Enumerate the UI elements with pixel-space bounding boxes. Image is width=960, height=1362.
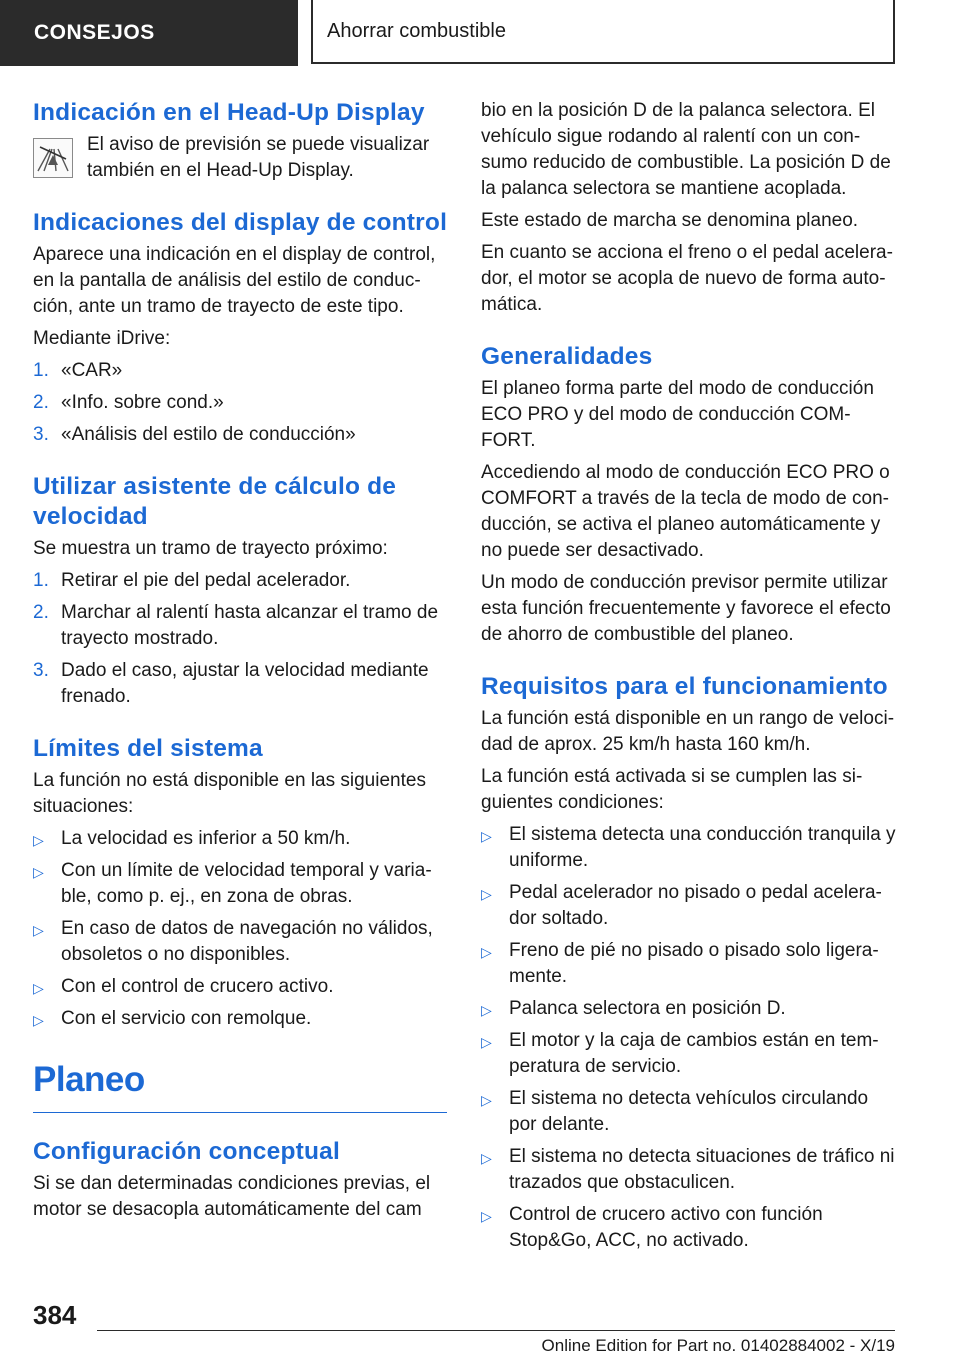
triangle-right-icon: ▷ — [33, 864, 44, 880]
hud-text: El aviso de previsión se puede visualizar también en el Head-Up Display. — [87, 134, 430, 181]
list-item: ▷ El sistema no detecta vehículos circulando por delante. — [481, 1088, 869, 1135]
general-heading: Generalidades — [481, 343, 653, 370]
list-item: 3. «Análisis del estilo de conducción» — [33, 424, 356, 445]
concept-text-cont-3: En cuanto se acciona el freno o el pedal acelerador, el motor se acopla de nuevo de forma automática. — [481, 242, 893, 315]
idrive-intro: Mediante iDrive: — [33, 328, 171, 349]
general-text-3: Un modo de conducción previsor permite utilizar esta función frecuentemente y favorece el efecto de ahorro de combustible del planeo. — [481, 572, 891, 645]
page-header — [0, 0, 960, 66]
idrive-steps — [33, 358, 448, 448]
list-item: ▷ Control de crucero activo con función Stop&Go, ACC, no activado. — [481, 1204, 823, 1251]
requirements-heading: Requisitos para el funcionamiento — [481, 673, 888, 700]
planeo-heading: Planeo — [33, 1060, 145, 1099]
requirements-text-1: La función está disponible en un rango de velocidad de aprox. 25 km/h hasta 160 km/h. — [481, 708, 895, 755]
list-item: ▷ El motor y la caja de cambios están en temperatura de servicio. — [481, 1030, 879, 1077]
page-number: 384 — [33, 1300, 77, 1330]
list-item: ▷ Pedal acelerador no pisado o pedal acelerador soltado. — [481, 882, 882, 929]
section-tab: CONSEJOS — [0, 0, 298, 66]
concept-text-cont-1: bio en la posición D de la palanca selectora. El vehículo sigue rodando al ralentí con un consumo reducido de combustible. La posición D de la palanca selectora se mantiene acoplada. — [481, 100, 891, 199]
hud-section — [33, 98, 448, 184]
list-item: ▷ Con un límite de velocidad temporal y variable, como p. ej., en zona de obras. — [33, 860, 432, 907]
triangle-right-icon: ▷ — [481, 1002, 492, 1018]
hud-note — [33, 132, 448, 184]
requirements-section — [481, 672, 897, 1254]
concept-section — [33, 1137, 448, 1223]
general-text-2: Accediendo al modo de conducción ECO PRO o COMFORT a través de la tecla de modo de conducción, se activa el planeo automáticamente y no puede ser desactivado. — [481, 462, 890, 561]
triangle-right-icon: ▷ — [33, 832, 44, 848]
list-item: 1. «CAR» — [33, 360, 123, 381]
list-item: 3. Dado el caso, ajustar la velocidad mediante frenado. — [33, 660, 429, 707]
concept-text: Si se dan determinadas condiciones previas, el motor se desacopla automáticamente del cam — [33, 1173, 431, 1220]
requirements-list — [481, 822, 897, 1254]
edition-note: Online Edition for Part no. 01402884002 - X/19 — [541, 1336, 895, 1355]
list-item: 2. «Info. sobre cond.» — [33, 392, 224, 413]
control-display-text: Aparece una indicación en el display de control, en la pantalla de análisis del estilo de conducción, ante un tramo de trayecto de este tipo. — [33, 244, 436, 317]
concept-heading: Configuración conceptual — [33, 1138, 340, 1165]
limits-section — [33, 734, 448, 1032]
requirements-text-2: La función está activada si se cumplen las siguientes condiciones: — [481, 766, 863, 813]
triangle-right-icon: ▷ — [33, 980, 44, 996]
list-item: ▷ Palanca selectora en posición D. — [481, 996, 897, 1022]
triangle-right-icon: ▷ — [481, 1150, 492, 1166]
right-column — [481, 98, 897, 1260]
list-item: ▷ La velocidad es inferior a 50 km/h. — [33, 826, 448, 852]
list-item: ▷ Con el control de crucero activo. — [33, 974, 448, 1000]
control-display-heading: Indicaciones del display de control — [33, 209, 448, 236]
planeo-chapter — [33, 1060, 448, 1113]
speed-assist-text: Se muestra un tramo de trayecto próximo: — [33, 538, 388, 559]
list-item: ▷ El sistema detecta una conducción tranquila y uniforme. — [481, 824, 896, 871]
list-item: ▷ Con el servicio con remolque. — [33, 1006, 448, 1032]
limits-heading: Límites del sistema — [33, 735, 263, 762]
triangle-right-icon: ▷ — [481, 1092, 492, 1108]
triangle-right-icon: ▷ — [481, 1034, 492, 1050]
road-warning-icon — [33, 138, 73, 178]
speed-assist-heading: Utilizar asistente de cálculo de velocidad — [33, 473, 397, 530]
triangle-right-icon: ▷ — [481, 944, 492, 960]
triangle-right-icon: ▷ — [481, 828, 492, 844]
speed-assist-section — [33, 472, 448, 710]
list-item: ▷ Freno de pié no pisado o pisado solo ligeramente. — [481, 940, 879, 987]
hud-heading: Indicación en el Head-Up Display — [33, 99, 425, 126]
list-item: 1. Retirar el pie del pedal acelerador. — [33, 570, 351, 591]
general-section — [481, 342, 897, 648]
chapter-title: Ahorrar combustible — [311, 0, 895, 64]
chapter-divider — [33, 1112, 447, 1113]
general-text-1: El planeo forma parte del modo de conducción ECO PRO y del modo de conducción COMFORT. — [481, 378, 874, 451]
triangle-right-icon: ▷ — [33, 1012, 44, 1028]
triangle-right-icon: ▷ — [33, 922, 44, 938]
limits-list — [33, 826, 448, 1032]
triangle-right-icon: ▷ — [481, 1208, 492, 1224]
limits-text: La función no está disponible en las siguientes situaciones: — [33, 770, 426, 817]
footer-divider — [97, 1330, 895, 1331]
list-item: 2. Marchar al ralentí hasta alcanzar el tramo de trayecto mostrado. — [33, 602, 439, 649]
speed-assist-steps — [33, 568, 448, 710]
triangle-right-icon: ▷ — [481, 886, 492, 902]
concept-text-cont-2: Este estado de marcha se denomina planeo. — [481, 210, 859, 231]
list-item: ▷ En caso de datos de navegación no válidos, obsoletos o no disponibles. — [33, 918, 433, 965]
control-display-section — [33, 208, 448, 448]
left-column — [33, 98, 448, 1229]
list-item: ▷ El sistema no detecta situaciones de tráfico ni trazados que obstaculicen. — [481, 1146, 895, 1193]
